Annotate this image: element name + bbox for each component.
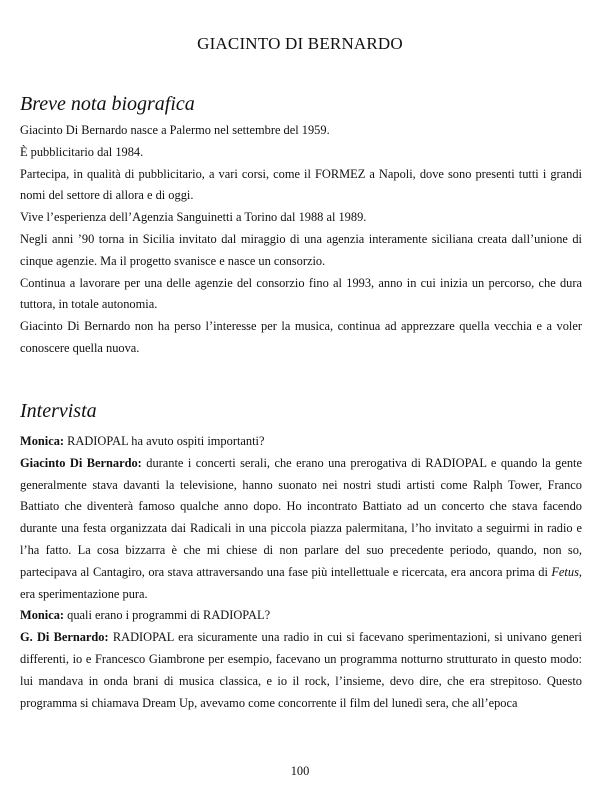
interview-heading: Intervista bbox=[20, 400, 97, 422]
answer-text: RADIOPAL era sicuramente una radio in cui si facevano sperimentazioni, si univano generi differenti, io e Francesco Giambrone per esempio, facevano un programma notturno strutturato in questo modo: lui mandava in onda brani di musica classica, e io il rock, l’insieme, devo dire, che era strepitoso. Questo programma si chiamava Dream Up, avevamo come concorrente il film del lunedì sera, che all’epoca bbox=[20, 630, 582, 710]
interview-answer bbox=[20, 453, 582, 606]
question-text: quali erano i programmi di RADIOPAL? bbox=[64, 608, 271, 623]
interview-question bbox=[20, 605, 582, 627]
bio-paragraph: Continua a lavorare per una delle agenzie del consorzio fino al 1993, anno in cui inizia un percorso, che dura tuttora, in totale autonomia. bbox=[20, 275, 582, 312]
speaker-label: Monica: bbox=[20, 434, 65, 448]
interview-answer bbox=[20, 627, 582, 714]
album-title: Fetus bbox=[551, 564, 579, 579]
page-number: 100 bbox=[290, 764, 310, 778]
interview-question bbox=[20, 431, 582, 453]
bio-paragraph: È pubblicitario dal 1984. bbox=[20, 144, 144, 159]
speaker-label: G. Di Bernardo: bbox=[20, 630, 109, 645]
speaker-label: Giacinto Di Bernardo: bbox=[20, 455, 142, 470]
question-text: RADIOPAL ha avuto ospiti importanti? bbox=[64, 434, 265, 448]
speaker-label: Monica: bbox=[20, 608, 65, 623]
bio-paragraph: Giacinto Di Bernardo nasce a Palermo nel settembre del 1959. bbox=[20, 123, 330, 137]
answer-text: durante i concerti serali, che erano una prerogativa di RADIOPAL e quando la gente generalmente stava davanti la televisione, hanno suonato nei nostri studi artisti come Ralph Tower, Franco Battiato che diventerà famoso qualche anno dopo. Ho incontrato Battiato ad un concerto che stava facendo durante una festa organizzata dai Radicali in una piccola piazza palermitana, l’ho invitato a seguirmi in radio e l’ha fatto. La cosa bizzarra è che mi chiese di non parlare del suo precedente periodo, quando, non so, partecipava al Cantagiro, ora stava attraversando una fase più intellettuale e ricercata, era ancora prima di bbox=[20, 455, 582, 579]
bio-paragraph: Partecipa, in qualità di pubblicitario, a vari corsi, come il FORMEZ a Napoli, dove sono presenti tutti i grandi nomi del settore di allora e di oggi. bbox=[20, 166, 582, 203]
page-title: GIACINTO DI BERNARDO bbox=[197, 34, 403, 53]
bio-heading: Breve nota biografica bbox=[20, 93, 195, 115]
bio-paragraph: Negli anni ’90 torna in Sicilia invitato dal miraggio di una agenzia interamente siciliana creata dall’unione di cinque agenzie. Ma il progetto svanisce e nasce un consorzio. bbox=[20, 231, 582, 268]
bio-section bbox=[20, 120, 582, 360]
bio-paragraph: Giacinto Di Bernardo non ha perso l’interesse per la musica, continua ad apprezzare quella vecchia e a voler conoscere quella nuova. bbox=[20, 319, 582, 355]
answer-text: , era sperimentazione pura. bbox=[20, 564, 582, 601]
interview-section bbox=[20, 431, 582, 714]
bio-paragraph: Vive l’esperienza dell’Agenzia Sanguinetti a Torino dal 1988 al 1989. bbox=[20, 210, 367, 225]
